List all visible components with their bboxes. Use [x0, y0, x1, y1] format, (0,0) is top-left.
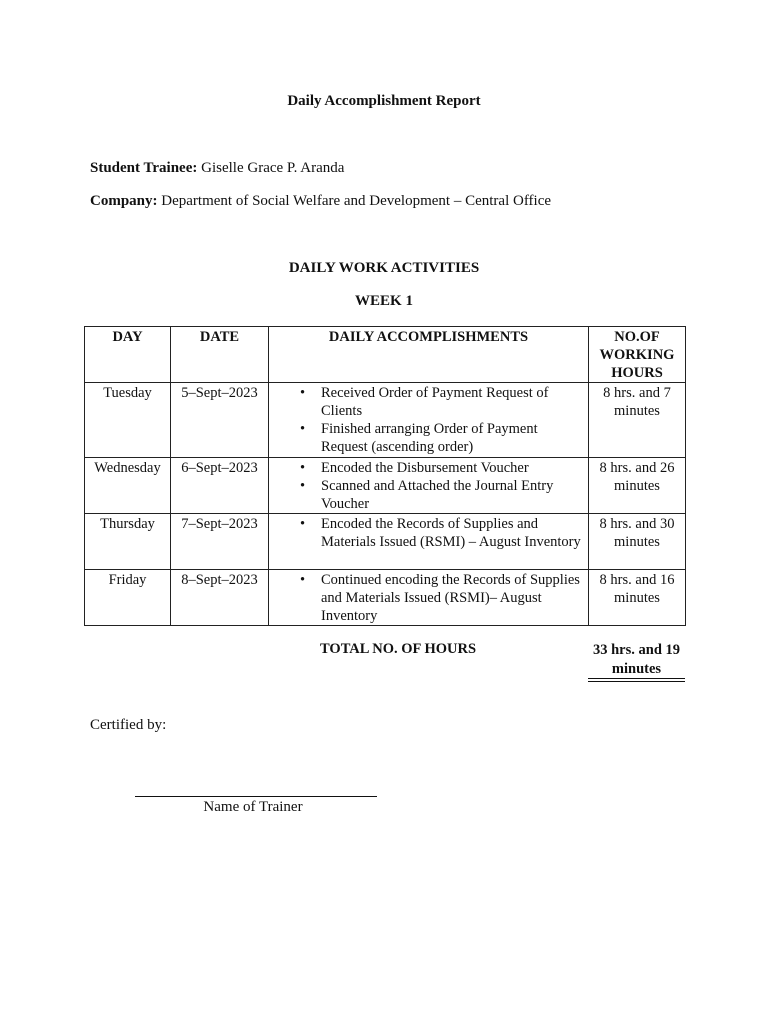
accomplishment-item: • Scanned and Attached the Journal Entry Voucher — [321, 477, 585, 513]
student-trainee-name: Giselle Grace P. Aranda — [201, 160, 345, 176]
header-hours-line1: NO.OF — [614, 329, 660, 345]
report-title: Daily Accomplishment Report — [287, 93, 481, 109]
section-heading: DAILY WORK ACTIVITIES — [288, 260, 480, 276]
certified-by-label: Certified by: — [90, 717, 167, 733]
company-name: Department of Social Welfare and Development – Central Office — [161, 193, 552, 209]
header-day: DAY — [85, 327, 171, 383]
total-double-underline — [588, 678, 685, 682]
table-row — [85, 570, 686, 626]
accomplishment-item: • Encoded the Disbursement Voucher — [321, 459, 585, 477]
accomplishments-cell — [269, 383, 589, 458]
week-label: WEEK 1 — [355, 293, 413, 309]
company-line — [90, 193, 551, 210]
total-hours-label: TOTAL NO. OF HOURS — [320, 641, 477, 657]
table-row — [85, 514, 686, 570]
date-cell: 6–Sept–2023 — [171, 458, 269, 514]
student-trainee-label: Student Trainee: — [90, 160, 198, 176]
day-cell: Friday — [85, 570, 171, 626]
table-header-row — [85, 327, 686, 383]
date-cell: 7–Sept–2023 — [171, 514, 269, 570]
header-hours — [589, 327, 686, 383]
header-hours-line2: WORKING — [599, 347, 675, 363]
table-row — [85, 458, 686, 514]
student-trainee-line — [90, 160, 344, 177]
accomplishments-cell — [269, 458, 589, 514]
day-cell: Tuesday — [85, 383, 171, 458]
accomplishments-cell — [269, 570, 589, 626]
hours-cell: 8 hrs. and 30 minutes — [589, 514, 686, 570]
accomplishment-item: • Continued encoding the Records of Supplies and Materials Issued (RSMI)– August Inventory — [321, 571, 585, 625]
hours-cell: 8 hrs. and 7 minutes — [589, 383, 686, 458]
table-row — [85, 383, 686, 458]
accomplishment-item: • Finished arranging Order of Payment Request (ascending order) — [321, 420, 585, 456]
activities-table — [84, 326, 686, 626]
header-date: DATE — [171, 327, 269, 383]
hours-cell: 8 hrs. and 16 minutes — [589, 570, 686, 626]
signature-line — [135, 796, 377, 797]
date-cell: 5–Sept–2023 — [171, 383, 269, 458]
company-label: Company: — [90, 193, 158, 209]
day-cell: Thursday — [85, 514, 171, 570]
total-hours-value: 33 hrs. and 19 minutes — [592, 642, 681, 677]
accomplishment-item: • Received Order of Payment Request of Clients — [321, 384, 585, 420]
header-hours-line3: HOURS — [611, 365, 663, 381]
hours-cell: 8 hrs. and 26 minutes — [589, 458, 686, 514]
accomplishment-item: • Encoded the Records of Supplies and Materials Issued (RSMI) – August Inventory — [321, 515, 585, 551]
header-accomplishments: DAILY ACCOMPLISHMENTS — [269, 327, 589, 383]
trainer-name-label: Name of Trainer — [203, 799, 303, 815]
day-cell: Wednesday — [85, 458, 171, 514]
date-cell: 8–Sept–2023 — [171, 570, 269, 626]
accomplishments-cell — [269, 514, 589, 570]
